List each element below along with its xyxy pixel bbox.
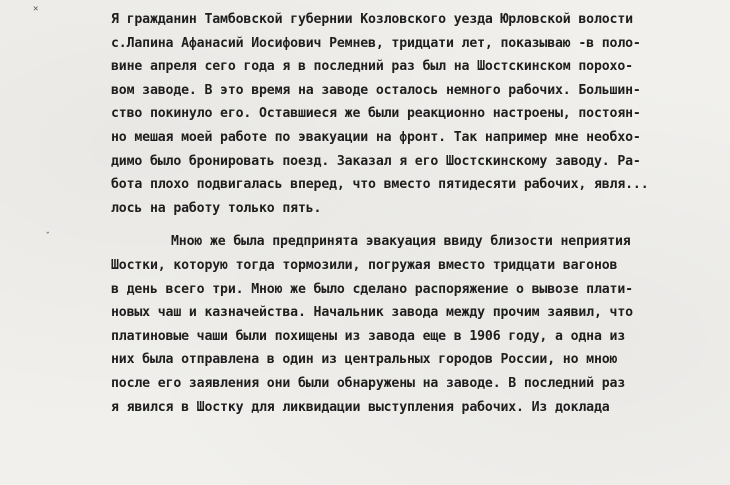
text-line: вине апреля сего года я в последний раз был на Шостскинском порохо-	[111, 59, 633, 75]
text-line: лось на работу только пять.	[111, 200, 322, 216]
text-line: с.Лапина Афанасий Иосифович Ремнев, тридцати лет, показываю -в поло-	[111, 35, 641, 51]
scan-mark: ✕	[33, 4, 39, 14]
paragraph	[111, 230, 711, 419]
document-body	[111, 8, 711, 419]
text-line: Мною же была предпринята эвакуация ввиду близости неприятия	[171, 234, 631, 250]
text-line: Шостки, которую тогда тормозили, погружая вместо тридцати вагонов	[111, 257, 618, 273]
text-line: Я гражданин Тамбовской губернии Козловского уезда Юрловской волости	[111, 12, 633, 27]
text-line: платиновые чаши были похищены из завода еще в 1906 году, а одна из	[111, 328, 626, 344]
text-line: вом заводе. В это время на заводе осталось немного рабочих. Большин-	[111, 82, 641, 98]
text-line: в день всего три. Мною же было сделано распоряжение о вывозе плати-	[111, 281, 633, 297]
text-line: димо было бронировать поезд. Заказал я его Шостскинскому заводу. Ра-	[111, 153, 641, 169]
text-line: после его заявления они были обнаружены на заводе. В последний раз	[111, 375, 626, 391]
paragraph-gap	[111, 220, 711, 230]
text-line: новых чаш и казначейства. Начальник завода между прочим заявил, что	[111, 305, 633, 321]
text-line: них была отправлена в один из центральных городов России, но мною	[111, 352, 618, 368]
text-line: бота плохо подвигалась вперед, что вместо пятидесяти рабочих, явля...	[111, 177, 649, 193]
text-line: я явился в Шостку для ликвидации выступления рабочих. Из доклада	[111, 399, 610, 415]
paragraph	[111, 8, 711, 220]
text-line: ство покинуло его. Оставшиеся же были реакционно настроены, постоян-	[111, 106, 641, 122]
scan-mark: ˇ	[45, 232, 51, 242]
text-line: но мешая моей работе по эвакуации на фронт. Так например мне необхо-	[111, 129, 641, 145]
